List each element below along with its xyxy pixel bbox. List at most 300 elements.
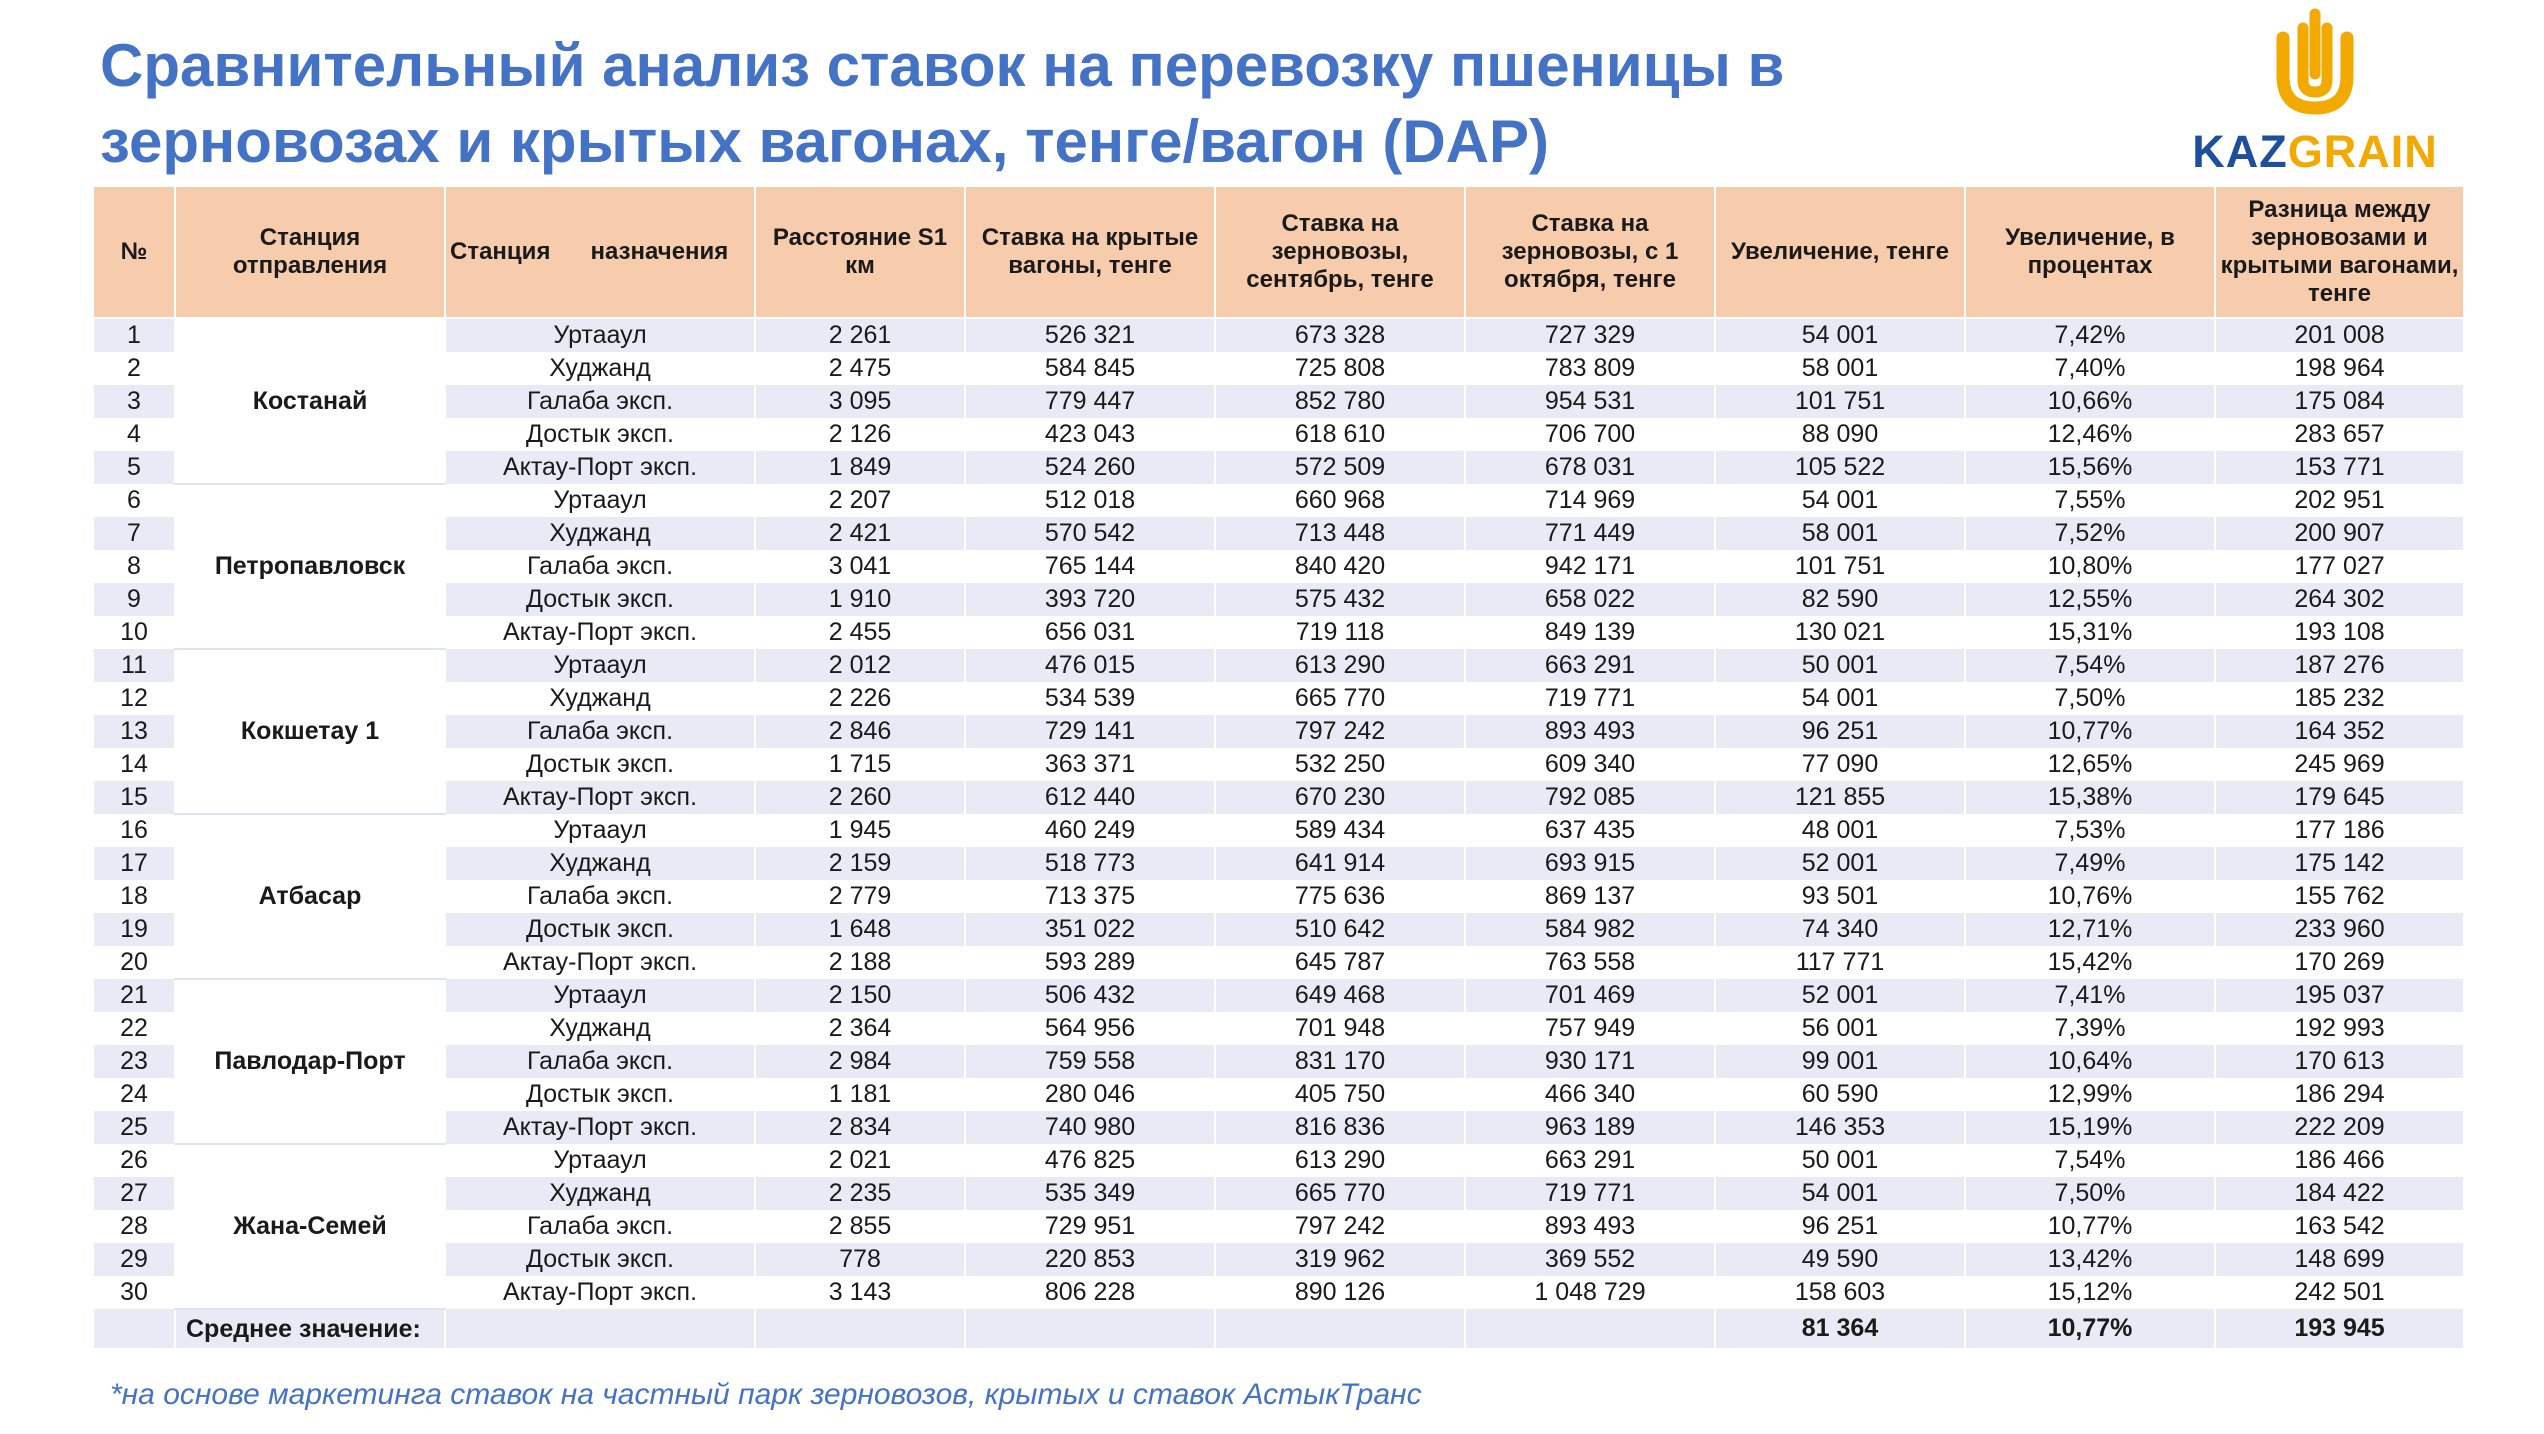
cell-increase-percent: 7,41% [1965,979,2215,1012]
cell-distance: 2 188 [755,946,965,979]
table-row [93,318,2464,352]
cell-increase-percent: 10,64% [1965,1045,2215,1078]
logo-wordmark [2180,126,2450,178]
table-row [93,1243,2464,1276]
cell-destination: Актау-Порт эксп. [445,781,755,814]
table-row [93,814,2464,847]
cell-distance: 2 261 [755,318,965,352]
cell-grain-rate-october: 663 291 [1465,1144,1715,1177]
cell-grain-rate-october: 783 809 [1465,352,1715,385]
cell-increase-percent: 10,66% [1965,385,2215,418]
cell-distance: 2 226 [755,682,965,715]
cell-grain-rate-september: 510 642 [1215,913,1465,946]
cell-increase-tenge: 50 001 [1715,1144,1965,1177]
logo-text-kaz: KAZ [2192,126,2288,177]
cell-covered-rate: 656 031 [965,616,1215,649]
cell-covered-rate: 393 720 [965,583,1215,616]
cell-covered-rate: 779 447 [965,385,1215,418]
cell-distance: 2 235 [755,1177,965,1210]
cell-grain-rate-october: 1 048 729 [1465,1276,1715,1309]
cell-distance: 2 855 [755,1210,965,1243]
header-grain-rate-october: Ставка на зерновозы, с 1 октября, тенге [1465,186,1715,318]
average-increase: 81 364 [1715,1309,1965,1348]
cell-row-number: 4 [93,418,175,451]
cell-increase-percent: 7,55% [1965,484,2215,517]
cell-increase-tenge: 105 522 [1715,451,1965,484]
table-row [93,1045,2464,1078]
cell-distance: 2 012 [755,649,965,682]
cell-covered-rate: 506 432 [965,979,1215,1012]
table-row [93,352,2464,385]
cell-increase-percent: 12,46% [1965,418,2215,451]
cell-grain-rate-september: 660 968 [1215,484,1465,517]
cell-row-number: 9 [93,583,175,616]
cell-covered-rate: 612 440 [965,781,1215,814]
table-row [93,781,2464,814]
cell-difference: 153 771 [2215,451,2464,484]
cell-grain-rate-september: 645 787 [1215,946,1465,979]
cell-destination: Худжанд [445,847,755,880]
cell-grain-rate-october: 757 949 [1465,1012,1715,1045]
cell-grain-rate-october: 584 982 [1465,913,1715,946]
cell-destination: Уртааул [445,814,755,847]
cell-grain-rate-september: 816 836 [1215,1111,1465,1144]
cell-increase-percent: 12,55% [1965,583,2215,616]
avg-empty-cell [1465,1309,1715,1348]
cell-covered-rate: 759 558 [965,1045,1215,1078]
cell-row-number: 28 [93,1210,175,1243]
cell-row-number: 5 [93,451,175,484]
cell-difference: 177 027 [2215,550,2464,583]
cell-row-number: 2 [93,352,175,385]
cell-row-number: 17 [93,847,175,880]
cell-increase-tenge: 93 501 [1715,880,1965,913]
cell-distance: 2 846 [755,715,965,748]
origin-station: Жана-Семей [175,1144,445,1309]
cell-grain-rate-october: 369 552 [1465,1243,1715,1276]
table-row [93,1111,2464,1144]
cell-difference: 186 466 [2215,1144,2464,1177]
table-row [93,616,2464,649]
cell-distance: 2 455 [755,616,965,649]
cell-covered-rate: 460 249 [965,814,1215,847]
cell-difference: 201 008 [2215,318,2464,352]
cell-covered-rate: 526 321 [965,318,1215,352]
cell-increase-percent: 15,19% [1965,1111,2215,1144]
table-row [93,748,2464,781]
table-row [93,913,2464,946]
cell-increase-percent: 12,71% [1965,913,2215,946]
cell-row-number: 23 [93,1045,175,1078]
cell-increase-tenge: 58 001 [1715,352,1965,385]
cell-increase-tenge: 54 001 [1715,318,1965,352]
cell-increase-tenge: 101 751 [1715,385,1965,418]
cell-grain-rate-october: 663 291 [1465,649,1715,682]
cell-increase-tenge: 130 021 [1715,616,1965,649]
cell-grain-rate-september: 665 770 [1215,682,1465,715]
table-row [93,583,2464,616]
cell-destination: Достык эксп. [445,418,755,451]
cell-difference: 148 699 [2215,1243,2464,1276]
cell-row-number: 26 [93,1144,175,1177]
cell-increase-tenge: 54 001 [1715,484,1965,517]
cell-destination: Уртааул [445,1144,755,1177]
cell-increase-tenge: 48 001 [1715,814,1965,847]
cell-difference: 233 960 [2215,913,2464,946]
cell-distance: 1 648 [755,913,965,946]
cell-covered-rate: 363 371 [965,748,1215,781]
cell-covered-rate: 518 773 [965,847,1215,880]
cell-grain-rate-september: 572 509 [1215,451,1465,484]
cell-grain-rate-october: 719 771 [1465,1177,1715,1210]
cell-grain-rate-september: 319 962 [1215,1243,1465,1276]
cell-row-number: 13 [93,715,175,748]
cell-row-number: 29 [93,1243,175,1276]
cell-increase-tenge: 60 590 [1715,1078,1965,1111]
table-row [93,847,2464,880]
cell-row-number: 10 [93,616,175,649]
cell-grain-rate-october: 954 531 [1465,385,1715,418]
cell-covered-rate: 512 018 [965,484,1215,517]
cell-grain-rate-september: 852 780 [1215,385,1465,418]
average-row [93,1309,2464,1348]
cell-distance: 2 984 [755,1045,965,1078]
avg-empty-cell [1215,1309,1465,1348]
cell-increase-tenge: 49 590 [1715,1243,1965,1276]
cell-row-number: 30 [93,1276,175,1309]
cell-difference: 175 142 [2215,847,2464,880]
cell-distance: 1 181 [755,1078,965,1111]
cell-increase-percent: 15,42% [1965,946,2215,979]
cell-grain-rate-september: 831 170 [1215,1045,1465,1078]
cell-increase-percent: 7,39% [1965,1012,2215,1045]
cell-covered-rate: 570 542 [965,517,1215,550]
cell-distance: 2 021 [755,1144,965,1177]
page-title: Сравнительный анализ ставок на перевозку пшеницы в зерновозах и крытых вагонах, тенге/вагон (DAP) [100,32,1785,175]
cell-difference: 179 645 [2215,781,2464,814]
cell-difference: 200 907 [2215,517,2464,550]
cell-row-number: 1 [93,318,175,352]
cell-destination: Худжанд [445,517,755,550]
cell-grain-rate-september: 670 230 [1215,781,1465,814]
cell-destination: Галаба эксп. [445,385,755,418]
cell-grain-rate-september: 532 250 [1215,748,1465,781]
cell-distance: 2 150 [755,979,965,1012]
cell-distance: 2 779 [755,880,965,913]
table-row [93,880,2464,913]
header-covered-rate: Ставка на крытые вагоны, тенге [965,186,1215,318]
cell-destination: Актау-Порт эксп. [445,451,755,484]
cell-distance: 2 260 [755,781,965,814]
cell-destination: Достык эксп. [445,1243,755,1276]
footnote: *на основе маркетинга ставок на частный парк зерновозов, крытых и ставок АстыкТранс [110,1378,1422,1411]
table-row [93,979,2464,1012]
cell-covered-rate: 713 375 [965,880,1215,913]
cell-grain-rate-september: 641 914 [1215,847,1465,880]
cell-covered-rate: 593 289 [965,946,1215,979]
cell-covered-rate: 729 141 [965,715,1215,748]
cell-increase-percent: 7,49% [1965,847,2215,880]
cell-destination: Актау-Порт эксп. [445,1111,755,1144]
cell-increase-percent: 15,31% [1965,616,2215,649]
cell-distance: 2 126 [755,418,965,451]
cell-grain-rate-september: 673 328 [1215,318,1465,352]
cell-destination: Достык эксп. [445,913,755,946]
cell-distance: 2 159 [755,847,965,880]
table-body [93,318,2464,1348]
cell-row-number: 16 [93,814,175,847]
cell-increase-tenge: 52 001 [1715,979,1965,1012]
cell-row-number: 14 [93,748,175,781]
cell-grain-rate-october: 719 771 [1465,682,1715,715]
table-row [93,1210,2464,1243]
cell-grain-rate-september: 719 118 [1215,616,1465,649]
cell-covered-rate: 535 349 [965,1177,1215,1210]
cell-grain-rate-september: 405 750 [1215,1078,1465,1111]
avg-empty-cell [93,1309,175,1348]
origin-station: Петропавловск [175,484,445,649]
average-percent: 10,77% [1965,1309,2215,1348]
cell-distance: 2 364 [755,1012,965,1045]
cell-covered-rate: 534 539 [965,682,1215,715]
cell-increase-percent: 7,50% [1965,682,2215,715]
cell-grain-rate-october: 763 558 [1465,946,1715,979]
cell-difference: 170 613 [2215,1045,2464,1078]
cell-increase-tenge: 54 001 [1715,682,1965,715]
table-row [93,385,2464,418]
cell-row-number: 19 [93,913,175,946]
cell-increase-percent: 10,80% [1965,550,2215,583]
cell-grain-rate-september: 575 432 [1215,583,1465,616]
cell-distance: 1 849 [755,451,965,484]
table-row [93,946,2464,979]
cell-covered-rate: 351 022 [965,913,1215,946]
cell-row-number: 7 [93,517,175,550]
cell-distance: 2 834 [755,1111,965,1144]
cell-grain-rate-september: 840 420 [1215,550,1465,583]
cell-row-number: 6 [93,484,175,517]
cell-increase-tenge: 158 603 [1715,1276,1965,1309]
cell-row-number: 11 [93,649,175,682]
cell-increase-percent: 15,56% [1965,451,2215,484]
cell-increase-tenge: 77 090 [1715,748,1965,781]
cell-grain-rate-october: 693 915 [1465,847,1715,880]
cell-increase-tenge: 82 590 [1715,583,1965,616]
cell-difference: 245 969 [2215,748,2464,781]
cell-increase-tenge: 74 340 [1715,913,1965,946]
origin-station: Кокшетау 1 [175,649,445,814]
cell-destination: Худжанд [445,352,755,385]
table-row [93,1144,2464,1177]
average-difference: 193 945 [2215,1309,2464,1348]
cell-grain-rate-september: 775 636 [1215,880,1465,913]
cell-covered-rate: 524 260 [965,451,1215,484]
cell-grain-rate-september: 618 610 [1215,418,1465,451]
cell-destination: Галаба эксп. [445,715,755,748]
cell-distance: 2 475 [755,352,965,385]
cell-grain-rate-october: 893 493 [1465,1210,1715,1243]
cell-destination: Достык эксп. [445,748,755,781]
cell-grain-rate-september: 613 290 [1215,649,1465,682]
cell-increase-percent: 13,42% [1965,1243,2215,1276]
cell-destination: Достык эксп. [445,583,755,616]
table-row [93,649,2464,682]
cell-covered-rate: 740 980 [965,1111,1215,1144]
cell-increase-tenge: 96 251 [1715,1210,1965,1243]
cell-difference: 198 964 [2215,352,2464,385]
cell-covered-rate: 806 228 [965,1276,1215,1309]
header-difference: Разница между зерновозами и крытыми вагонами, тенге [2215,186,2464,318]
cell-covered-rate: 584 845 [965,352,1215,385]
cell-grain-rate-october: 963 189 [1465,1111,1715,1144]
cell-distance: 3 095 [755,385,965,418]
header-distance: Расстояние S1 км [755,186,965,318]
cell-increase-percent: 12,99% [1965,1078,2215,1111]
cell-destination: Худжанд [445,1177,755,1210]
cell-distance: 778 [755,1243,965,1276]
header-destination: Станция назначения [445,186,755,318]
table-row [93,451,2464,484]
cell-row-number: 15 [93,781,175,814]
cell-distance: 2 207 [755,484,965,517]
cell-covered-rate: 729 951 [965,1210,1215,1243]
cell-increase-percent: 7,50% [1965,1177,2215,1210]
cell-increase-percent: 7,40% [1965,352,2215,385]
origin-station: Костанай [175,318,445,484]
cell-difference: 192 993 [2215,1012,2464,1045]
cell-increase-tenge: 146 353 [1715,1111,1965,1144]
table-row [93,517,2464,550]
avg-empty-cell [755,1309,965,1348]
cell-increase-tenge: 58 001 [1715,517,1965,550]
cell-destination: Уртааул [445,649,755,682]
avg-empty-cell [965,1309,1215,1348]
cell-distance: 2 421 [755,517,965,550]
cell-increase-tenge: 99 001 [1715,1045,1965,1078]
cell-covered-rate: 476 825 [965,1144,1215,1177]
cell-increase-tenge: 56 001 [1715,1012,1965,1045]
cell-distance: 1 945 [755,814,965,847]
cell-increase-percent: 7,42% [1965,318,2215,352]
cell-difference: 222 209 [2215,1111,2464,1144]
cell-grain-rate-october: 942 171 [1465,550,1715,583]
table-row [93,1012,2464,1045]
cell-destination: Галаба эксп. [445,550,755,583]
cell-distance: 1 910 [755,583,965,616]
cell-increase-percent: 7,54% [1965,649,2215,682]
cell-grain-rate-september: 613 290 [1215,1144,1465,1177]
avg-empty-cell [445,1309,755,1348]
table-row [93,1078,2464,1111]
cell-difference: 242 501 [2215,1276,2464,1309]
cell-difference: 264 302 [2215,583,2464,616]
cell-destination: Актау-Порт эксп. [445,1276,755,1309]
cell-destination: Достык эксп. [445,1078,755,1111]
cell-increase-percent: 15,38% [1965,781,2215,814]
cell-increase-percent: 10,77% [1965,715,2215,748]
cell-increase-tenge: 101 751 [1715,550,1965,583]
cell-row-number: 8 [93,550,175,583]
cell-covered-rate: 476 015 [965,649,1215,682]
cell-grain-rate-october: 714 969 [1465,484,1715,517]
cell-increase-percent: 10,77% [1965,1210,2215,1243]
cell-distance: 3 143 [755,1276,965,1309]
cell-grain-rate-october: 706 700 [1465,418,1715,451]
cell-difference: 193 108 [2215,616,2464,649]
cell-destination: Галаба эксп. [445,880,755,913]
header-origin: Станция отправления [175,186,445,318]
table-row [93,682,2464,715]
cell-row-number: 24 [93,1078,175,1111]
cell-grain-rate-october: 930 171 [1465,1045,1715,1078]
cell-covered-rate: 220 853 [965,1243,1215,1276]
cell-destination: Уртааул [445,318,755,352]
cell-difference: 202 951 [2215,484,2464,517]
cell-row-number: 3 [93,385,175,418]
hand-wheat-icon [2180,8,2450,128]
cell-grain-rate-october: 466 340 [1465,1078,1715,1111]
table-row [93,418,2464,451]
cell-destination: Галаба эксп. [445,1210,755,1243]
cell-row-number: 25 [93,1111,175,1144]
cell-grain-rate-october: 792 085 [1465,781,1715,814]
header-grain-rate-september: Ставка на зерновозы, сентябрь, тенге [1215,186,1465,318]
cell-destination: Уртааул [445,484,755,517]
cell-grain-rate-september: 797 242 [1215,1210,1465,1243]
origin-station: Атбасар [175,814,445,979]
cell-grain-rate-september: 701 948 [1215,1012,1465,1045]
cell-destination: Актау-Порт эксп. [445,616,755,649]
cell-increase-tenge: 96 251 [1715,715,1965,748]
origin-station: Павлодар-Порт [175,979,445,1144]
table-row [93,1177,2464,1210]
cell-grain-rate-october: 771 449 [1465,517,1715,550]
cell-difference: 195 037 [2215,979,2464,1012]
cell-grain-rate-september: 665 770 [1215,1177,1465,1210]
cell-grain-rate-september: 649 468 [1215,979,1465,1012]
cell-grain-rate-october: 658 022 [1465,583,1715,616]
cell-destination: Худжанд [445,1012,755,1045]
cell-grain-rate-september: 725 808 [1215,352,1465,385]
cell-grain-rate-september: 589 434 [1215,814,1465,847]
table-row [93,1276,2464,1309]
cell-grain-rate-october: 869 137 [1465,880,1715,913]
cell-destination: Актау-Порт эксп. [445,946,755,979]
cell-grain-rate-september: 797 242 [1215,715,1465,748]
cell-difference: 170 269 [2215,946,2464,979]
cell-grain-rate-october: 849 139 [1465,616,1715,649]
cell-increase-percent: 7,53% [1965,814,2215,847]
cell-increase-tenge: 54 001 [1715,1177,1965,1210]
cell-difference: 184 422 [2215,1177,2464,1210]
table-row [93,484,2464,517]
cell-increase-percent: 7,54% [1965,1144,2215,1177]
cell-destination: Уртааул [445,979,755,1012]
cell-row-number: 22 [93,1012,175,1045]
table-row [93,715,2464,748]
cell-covered-rate: 423 043 [965,418,1215,451]
cell-row-number: 21 [93,979,175,1012]
cell-difference: 163 542 [2215,1210,2464,1243]
cell-difference: 155 762 [2215,880,2464,913]
cell-increase-tenge: 117 771 [1715,946,1965,979]
cell-difference: 283 657 [2215,418,2464,451]
cell-covered-rate: 564 956 [965,1012,1215,1045]
cell-row-number: 12 [93,682,175,715]
header-increase-tenge: Увеличение, тенге [1715,186,1965,318]
cell-difference: 175 084 [2215,385,2464,418]
header-increase-percent: Увеличение, в процентах [1965,186,2215,318]
